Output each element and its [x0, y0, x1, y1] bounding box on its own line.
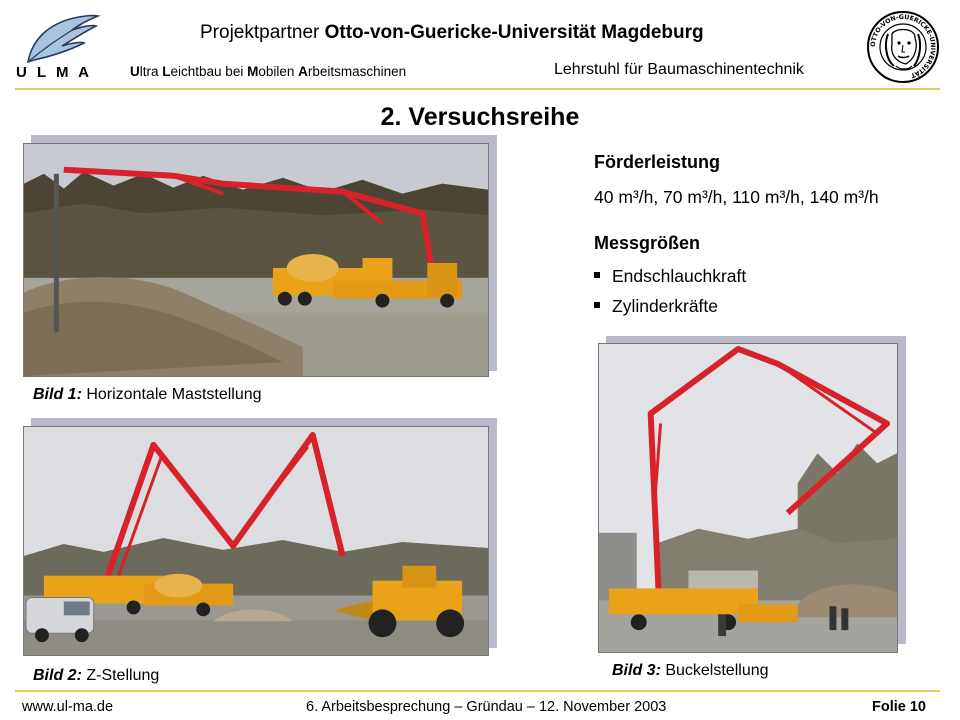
caption-3	[612, 662, 769, 680]
ulma-logo-icon	[22, 12, 102, 68]
ulma-rest-a: rbeitsmaschinen	[307, 64, 407, 79]
photo-horizontal-boom	[24, 144, 488, 376]
bullet-icon	[594, 302, 600, 308]
ulma-rest-l: eichtbau bei	[170, 64, 248, 79]
ulma-initial-l: L	[162, 64, 171, 79]
foerder-values: 40 m³/h, 70 m³/h, 110 m³/h, 140 m³/h	[594, 187, 879, 207]
footer-slide-number: Folie 10	[872, 699, 926, 715]
caption-1	[33, 386, 262, 404]
photo-z-boom	[24, 427, 488, 655]
partner-prefix: Projektpartner	[200, 22, 325, 43]
mess-item	[594, 266, 746, 287]
caption-3-text: Buckelstellung	[660, 662, 769, 679]
header-rule	[15, 88, 940, 90]
mess-heading: Messgrößen	[594, 233, 701, 253]
partner-name: Otto-von-Guericke-Universität Magdeburg	[324, 22, 704, 43]
mess-item-label: Zylinderkräfte	[612, 296, 719, 316]
seal-text: OTTO-VON-GUERICKE-UNIVERSITÄT	[869, 13, 937, 79]
ulma-rest-u: ltra	[139, 64, 163, 79]
mess-item-label: Endschlauchkraft	[612, 266, 747, 286]
photo-3	[598, 343, 898, 653]
partner-line	[200, 22, 704, 44]
ulma-initial-m: M	[247, 64, 259, 79]
mess-item	[594, 296, 718, 317]
photo-1	[23, 143, 489, 377]
photo-2	[23, 426, 489, 656]
caption-1-text: Horizontale Maststellung	[81, 386, 262, 403]
ulma-logo-text: U L M A	[16, 64, 92, 81]
caption-2	[33, 667, 159, 685]
foerder-heading: Förderleistung	[594, 152, 721, 172]
slide-title: 2. Versuchsreihe	[380, 103, 580, 131]
photo-hump-boom	[599, 344, 897, 652]
ulma-logo	[22, 12, 102, 68]
ulma-initial-a: A	[298, 64, 308, 79]
chair-name: Lehrstuhl für Baumaschinentechnik	[554, 61, 804, 78]
footer-rule	[15, 690, 940, 692]
caption-3-label: Bild 3:	[612, 662, 661, 679]
ulma-initial-u: U	[130, 64, 140, 79]
caption-2-text: Z-Stellung	[81, 667, 160, 684]
bullet-icon	[594, 272, 600, 278]
university-seal-icon	[866, 10, 940, 84]
ulma-expansion	[130, 64, 406, 79]
footer-event: 6. Arbeitsbesprechung – Gründau – 12. November 2003	[306, 699, 667, 715]
footer-url: www.ul-ma.de	[22, 699, 114, 715]
caption-2-label: Bild 2:	[33, 667, 82, 684]
ulma-rest-m: obilen	[258, 64, 299, 79]
caption-1-label: Bild 1:	[33, 386, 82, 403]
